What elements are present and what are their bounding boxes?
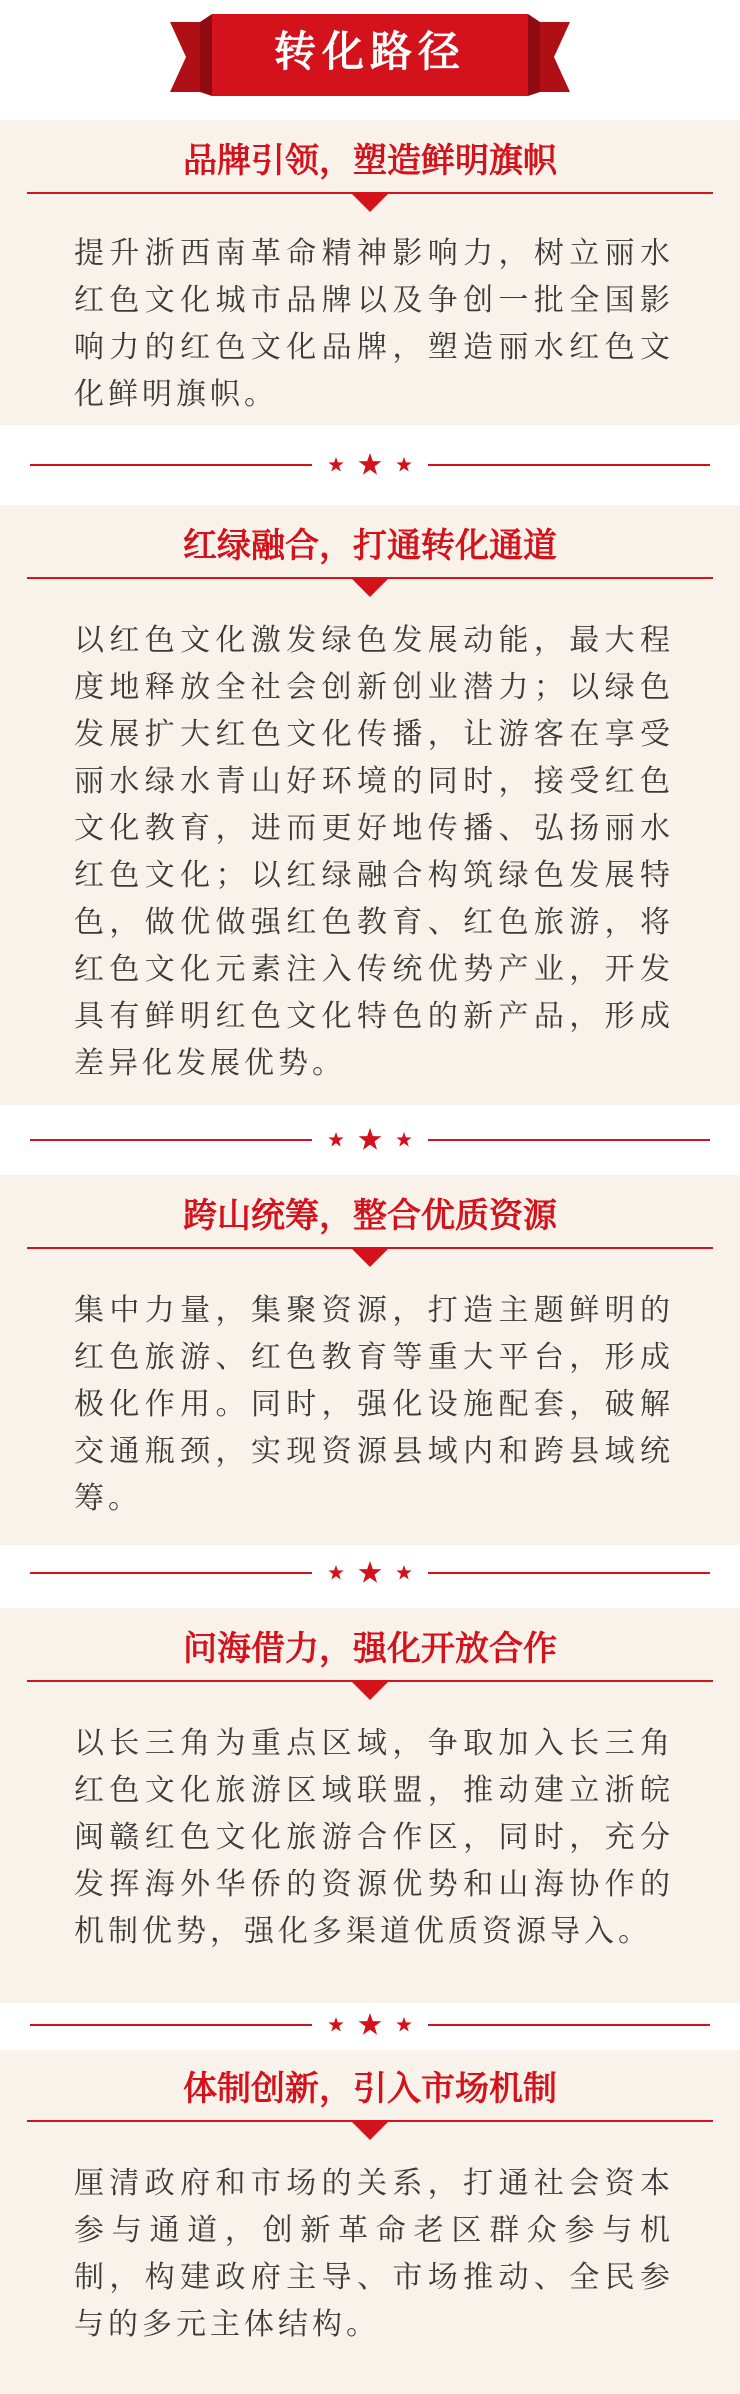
star-divider — [0, 2010, 740, 2040]
section-title: 问海借力，强化开放合作 — [183, 1629, 557, 1669]
star-icon — [396, 2017, 411, 2031]
section-cross-mountain — [0, 1175, 740, 1545]
section-title: 跨山统筹，整合优质资源 — [183, 1196, 557, 1236]
triangle-marker-icon — [352, 2122, 388, 2140]
section-institutional-innovation — [0, 2050, 740, 2394]
star-icon — [328, 1565, 343, 1579]
star-icon — [359, 1561, 382, 1583]
triangle-marker-icon — [352, 579, 388, 597]
star-divider — [0, 1125, 740, 1155]
section-open-cooperation — [0, 1608, 740, 2003]
section-body: 以红色文化激发绿色发展动能，最大程度地释放全社会创新创业潜力；以绿色发展扩大红色文化传播，让游客在享受丽水绿水青山好环境的同时，接受红色文化教育，进而更好地传播、弘扬丽水红色文化；以红绿融合构筑绿色发展特色，做优做强红色教育、红色旅游，将红色文化元素注入传统优势产业，开发具有鲜明红色文化特色的新产品，形成差异化发展优势。 — [74, 623, 674, 1081]
star-icon — [359, 2013, 382, 2035]
star-divider — [0, 1558, 740, 1588]
section-title: 体制创新，引入市场机制 — [183, 2069, 557, 2109]
triangle-marker-icon — [352, 1682, 388, 1700]
star-icon — [328, 1132, 343, 1146]
star-icon — [328, 2017, 343, 2031]
star-icon — [396, 457, 411, 471]
star-icon — [359, 1128, 382, 1150]
star-icon — [396, 1565, 411, 1579]
star-divider — [0, 450, 740, 480]
page-title: 转化路径 — [273, 27, 466, 76]
section-red-green-fusion — [0, 505, 740, 1105]
triangle-marker-icon — [352, 194, 388, 212]
section-body: 集中力量，集聚资源，打造主题鲜明的红色旅游、红色教育等重大平台，形成极化作用。同时，强化设施配套，破解交通瓶颈，实现资源县域内和跨县域统筹。 — [74, 1293, 674, 1516]
triangle-marker-icon — [352, 1249, 388, 1267]
header-banner — [0, 0, 740, 110]
section-body: 厘清政府和市场的关系，打通社会资本参与通道，创新革命老区群众参与机制，构建政府主导、市场推动、全民参与的多元主体结构。 — [74, 2166, 674, 2342]
section-title: 红绿融合，打通转化通道 — [183, 526, 557, 566]
section-body: 提升浙西南革命精神影响力，树立丽水红色文化城市品牌以及争创一批全国影响力的红色文化品牌，塑造丽水红色文化鲜明旗帜。 — [74, 236, 674, 412]
section-title: 品牌引领，塑造鲜明旗帜 — [183, 141, 557, 181]
star-icon — [359, 453, 382, 475]
section-body: 以长三角为重点区域，争取加入长三角红色文化旅游区域联盟，推动建立浙皖闽赣红色文化旅游合作区，同时，充分发挥海外华侨的资源优势和山海协作的机制优势，强化多渠道优质资源导入。 — [74, 1726, 674, 1949]
star-icon — [328, 457, 343, 471]
star-icon — [396, 1132, 411, 1146]
section-brand-leadership — [0, 120, 740, 425]
